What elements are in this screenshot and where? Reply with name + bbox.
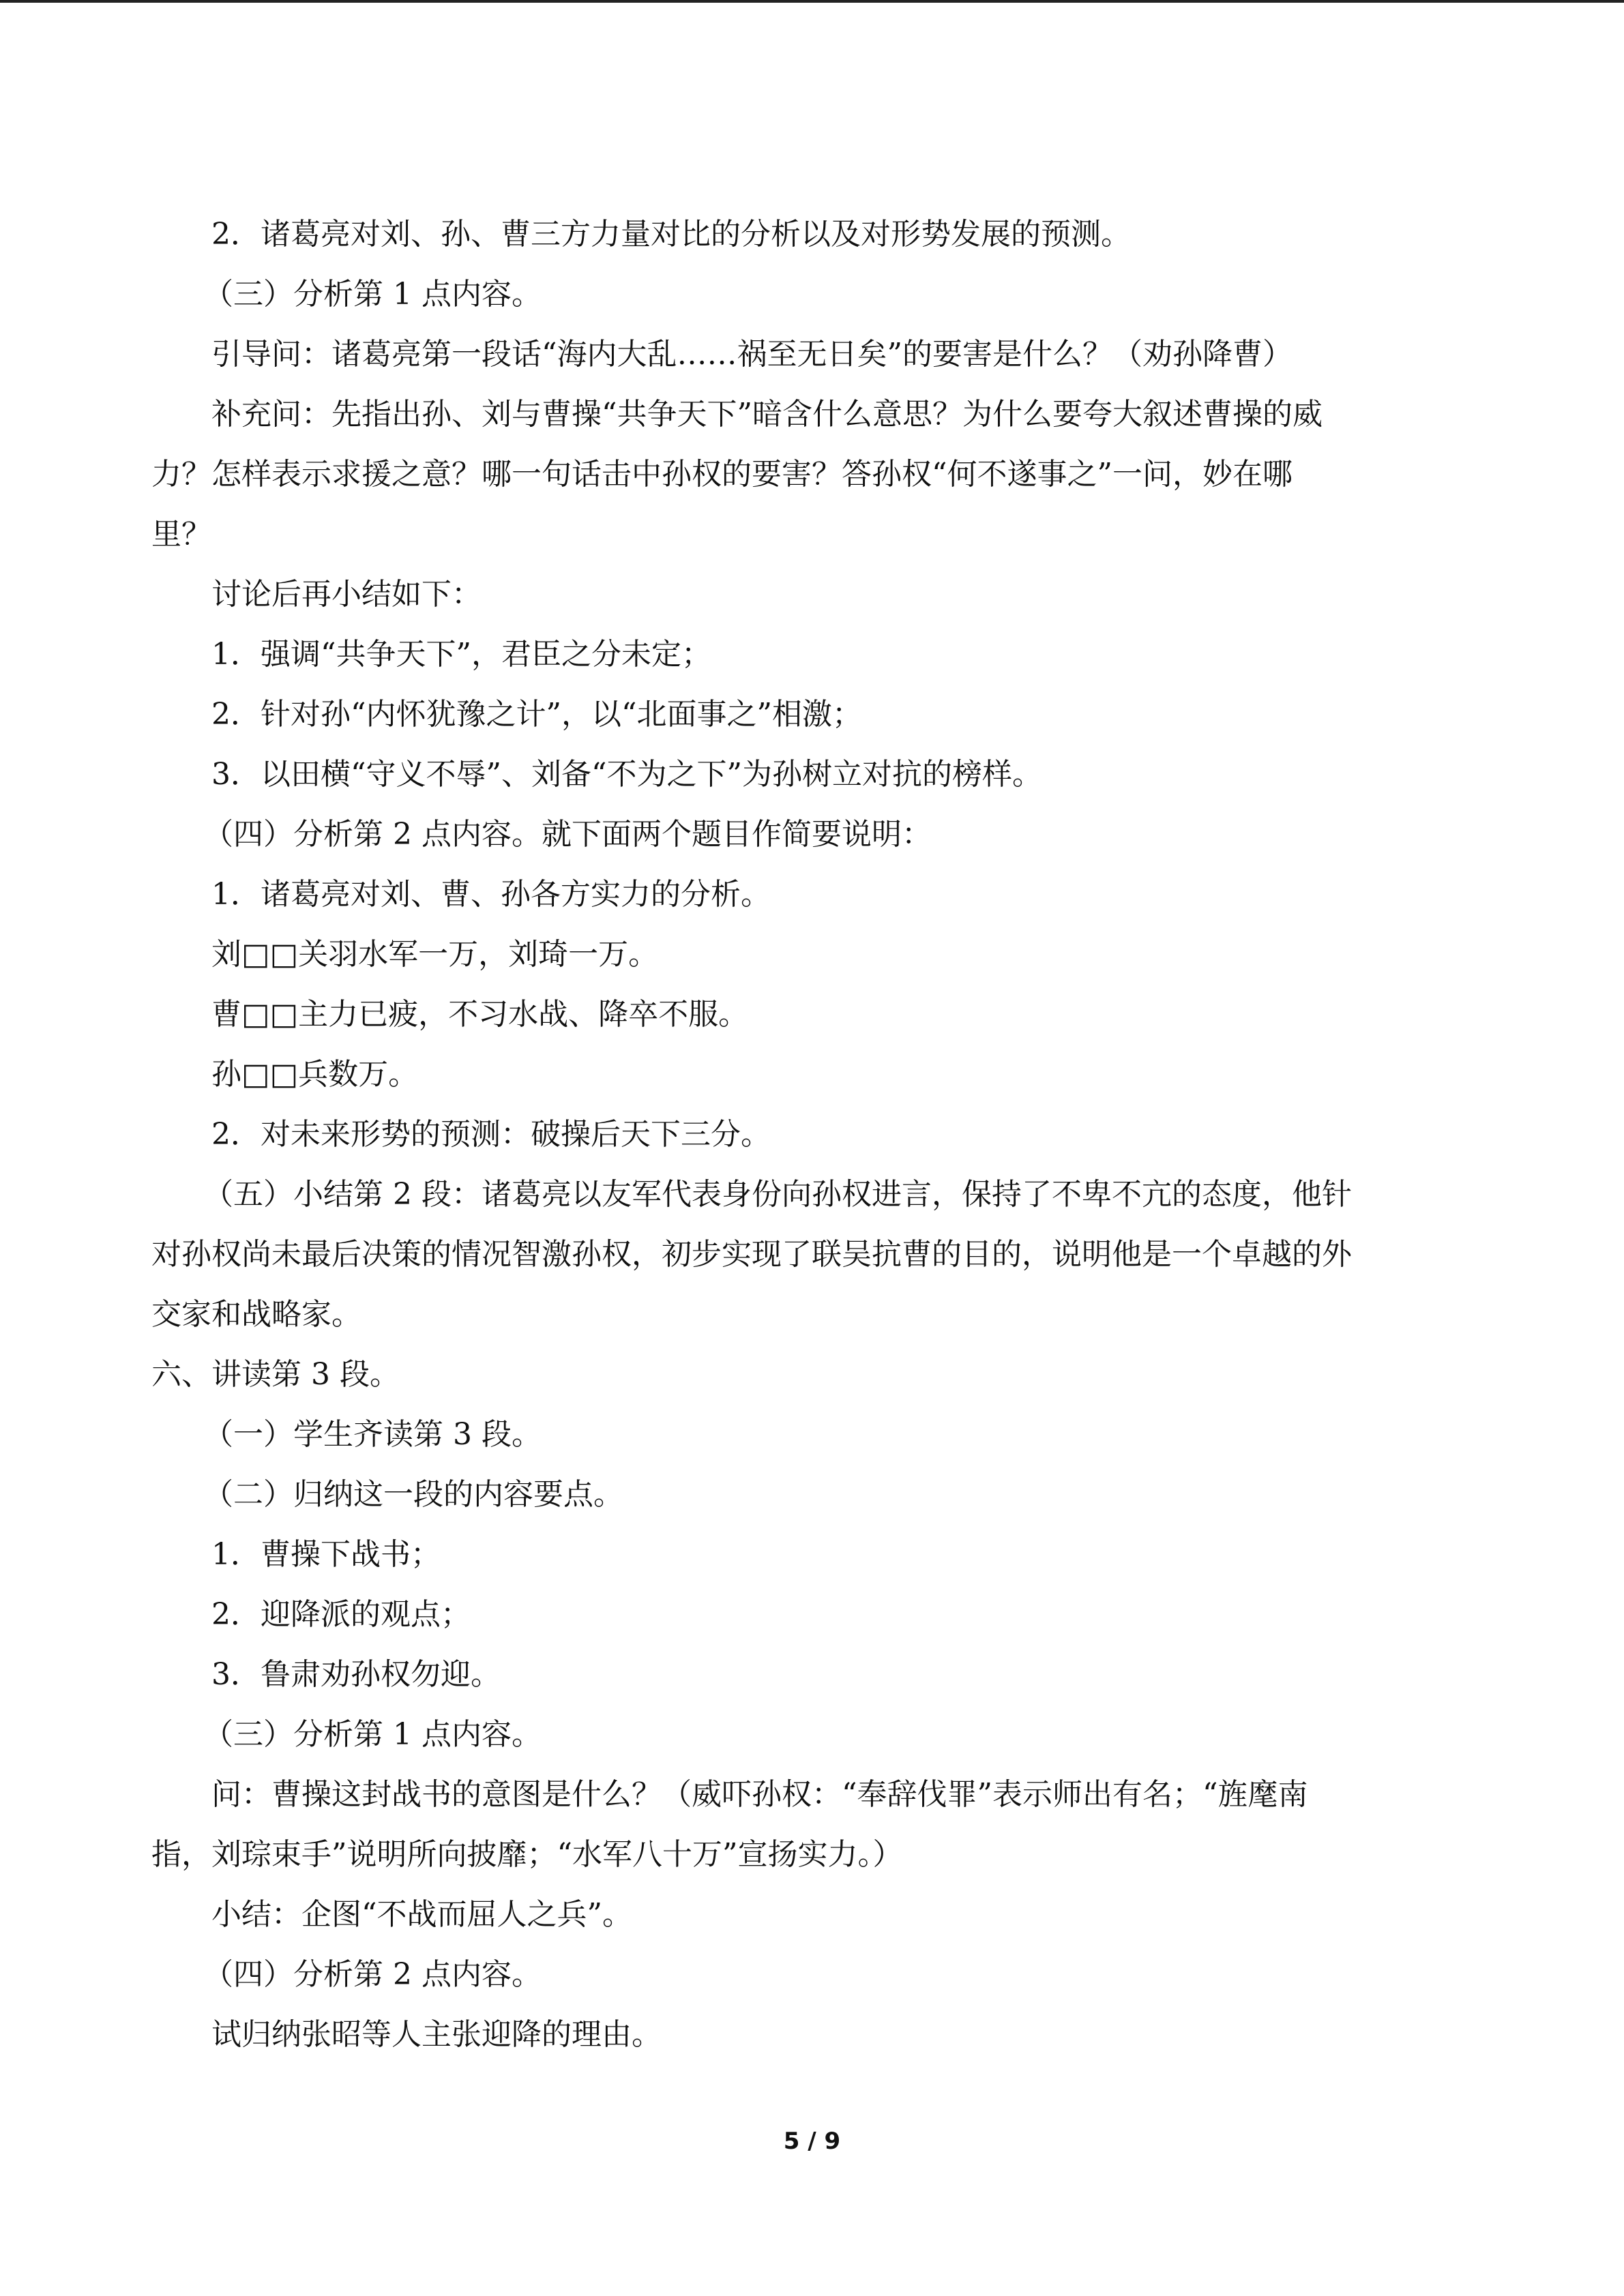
paragraph-line: 曹□□主力已疲，不习水战、降卒不服。 [211, 997, 749, 1032]
paragraph-line: （三）分析第 1 点内容。 [203, 277, 542, 312]
paragraph-line: （二）归纳这一段的内容要点。 [203, 1477, 623, 1512]
document-body [151, 205, 1461, 2065]
paragraph-line: 交家和战略家。 [151, 1297, 361, 1332]
paragraph-line: 2．诸葛亮对刘、孙、曹三方力量对比的分析以及对形势发展的预测。 [211, 217, 1131, 252]
paragraph-line: （四）分析第 2 点内容。 [203, 1957, 542, 1992]
paragraph-line: 里？ [151, 517, 211, 552]
top-border-rule [0, 0, 1624, 3]
paragraph-line: 补充问：先指出孙、刘与曹操“共争天下”暗含什么意思？为什么要夸大叙述曹操的威 [211, 397, 1323, 432]
paragraph-line: 问：曹操这封战书的意图是什么？（威吓孙权：“奉辞伐罪”表示师出有名；“旌麾南 [211, 1777, 1308, 1812]
paragraph-line: 试归纳张昭等人主张迎降的理由。 [211, 2017, 662, 2052]
paragraph-line: 1．诸葛亮对刘、曹、孙各方实力的分析。 [211, 877, 771, 912]
paragraph-line: （五）小结第 2 段：诸葛亮以友军代表身份向孙权进言，保持了不卑不亢的态度，他针 [203, 1177, 1352, 1212]
paragraph-line: 2．对未来形势的预测：破操后天下三分。 [211, 1117, 771, 1152]
paragraph-line: 小结：企图“不战而屈人之兵”。 [211, 1897, 632, 1932]
paragraph-line: 对孙权尚未最后决策的情况智激孙权，初步实现了联吴抗曹的目的，说明他是一个卓越的外 [151, 1237, 1352, 1272]
paragraph-line: 1．曹操下战书； [211, 1537, 441, 1572]
paragraph-line: 3．以田横“守义不辱”、刘备“不为之下”为孙树立对抗的榜样。 [211, 757, 1042, 792]
paragraph-line: 引导问：诸葛亮第一段话“海内大乱……祸至无日矣”的要害是什么？（劝孙降曹） [211, 337, 1293, 372]
paragraph-line: 讨论后再小结如下： [211, 577, 482, 612]
page-number: 5 / 9 [783, 2128, 841, 2155]
paragraph-line: 指，刘琮束手”说明所向披靡；“水军八十万”宣扬实力。） [151, 1837, 903, 1872]
paragraph-line: （四）分析第 2 点内容。就下面两个题目作简要说明： [203, 817, 932, 852]
section-heading: 六、讲读第 3 段。 [151, 1357, 400, 1392]
paragraph-line: 孙□□兵数万。 [211, 1057, 419, 1092]
paragraph-line: 3．鲁肃劝孙权勿迎。 [211, 1657, 501, 1692]
paragraph-line: 2．迎降派的观点； [211, 1597, 471, 1632]
paragraph-line: （一）学生齐读第 3 段。 [203, 1417, 542, 1452]
paragraph-line: （三）分析第 1 点内容。 [203, 1717, 542, 1752]
paragraph-line: 1．强调“共争天下”，君臣之分未定； [211, 637, 711, 672]
paragraph-line: 刘□□关羽水军一万，刘琦一万。 [211, 937, 659, 972]
paragraph-line: 2．针对孙“内怀犹豫之计”，以“北面事之”相激； [211, 697, 862, 732]
paragraph-line: 力？怎样表示求援之意？哪一句话击中孙权的要害？答孙权“何不遂事之”一问，妙在哪 [151, 457, 1293, 492]
